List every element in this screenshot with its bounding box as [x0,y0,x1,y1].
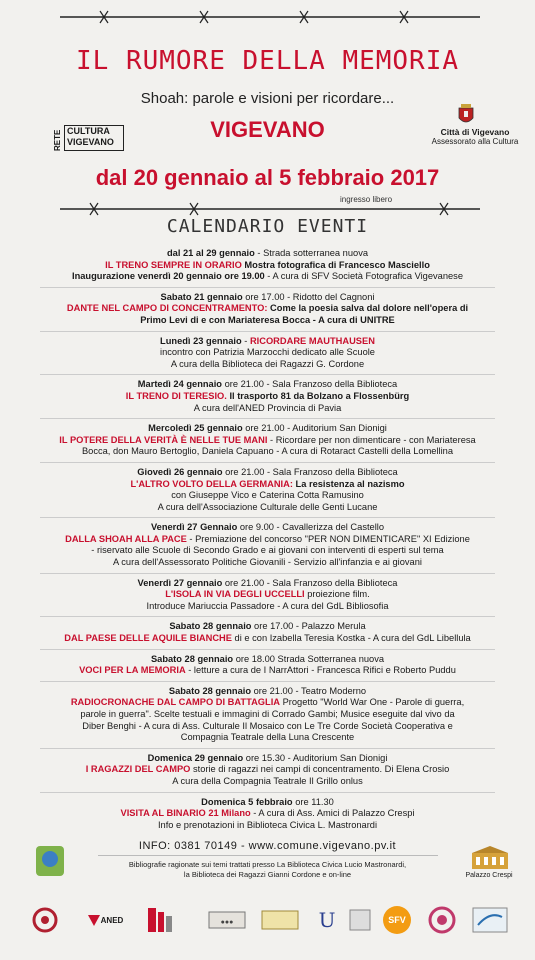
event-date: Venerdì 27 Gennaio [150,522,238,533]
event-desc: proiezione film. [304,589,370,600]
divider [40,649,495,650]
page-title: IL RUMORE DELLA MEMORIA [75,46,460,76]
divider [40,616,495,617]
event-desc-3: Diber Benghi - A cura di Ass. Culturale Il Mosaico con Le Tre Corde Società Cooperativa e [82,720,453,731]
event-item [30,379,505,414]
event-title: RICORDARE MAUTHAUSEN [249,335,375,346]
event-desc: - Premiazione del concorso "PER NON DIMENTICARE" XI Edizione [186,533,470,544]
event-date: Sabato 28 gennaio [150,653,234,664]
info-contact: INFO: 0381 70149 - www.comune.vigevano.pv.it [138,840,397,852]
event-desc: Mostra fotografica di Francesco Masciello [241,259,430,270]
event-venue: ore 17.00 - Palazzo Merula [251,621,366,632]
event-title: IL TRENO SEMPRE IN ORARIO [105,259,242,270]
palazzo-crespi-logo-icon [470,845,510,871]
event-venue: ore 21.00 - Auditorium San Dionigi [242,423,387,434]
event-desc: - Ricordare per non dimenticare - con Mariateresa [267,434,476,445]
event-desc: Come la poesia salva dal dolore nell'opera di [267,303,469,314]
event-venue: ore 21.00 - Teatro Moderno [251,685,367,696]
event-organizer: Info e prenotazioni in Biblioteca Civica L. Mastronardi [157,819,378,830]
biblio-line1: Bibliografie ragionate sui temi trattati presso La Biblioteca Civica Lucio Mastronardi, [128,860,407,869]
event-title: L'ALTRO VOLTO DELLA GERMANIA: [130,478,293,489]
unitre-label: U [318,908,336,932]
event-organizer: Primo Levi di e con Mariateresa Bocca - A cura di UNITRE [140,314,395,325]
event-dates: dal 20 gennaio al 5 febbraio 2017 [95,165,440,190]
event-desc: Progetto "World War One - Parole di guerra, [280,697,465,708]
event-title: IL TRENO DI TERESIO. [125,390,227,401]
divider [40,681,495,682]
page-subtitle: Shoah: parole e visioni per ricordare... [140,90,395,107]
event-date: dal 21 al 29 gennaio [166,248,255,258]
event-organizer: A cura dell'Assessorato Politiche Giovanili - Servizio all'infanzia e ai giovani [113,557,422,568]
event-organizer: - A cura di SFV Società Fotografica Vigevanese [264,271,463,282]
event-date: Domenica 29 gennaio [147,752,244,763]
event-date: Mercoledì 25 gennaio [148,423,243,434]
event-desc-2: parole in guerra". Scelte testuali e immagini di Corrado Gambi; Musice eseguite dal vivo da [80,709,455,719]
event-date: Sabato 28 gennaio [168,685,252,696]
event-organizer: Introduce Mariuccia Passadore - A cura del GdL Bibliosofia [146,600,389,611]
event-title: VISITA AL BINARIO 21 Milano [120,808,251,819]
event-item [30,654,505,677]
divider [40,287,495,288]
sponsor-logos [25,905,515,945]
event-item [30,292,505,327]
event-title: RADIOCRONACHE DAL CAMPO DI BATTAGLIA [70,697,280,708]
event-guests: con Giuseppe Vico e Caterina Cotta Ramusino [171,490,364,501]
aned-label: ANED [100,915,124,925]
rete-label: RETE [53,129,62,151]
city-logo-line2: Assessorato alla Cultura [431,137,519,146]
event-venue: ore 21.00 - Sala Franzoso della Biblioteca [222,379,398,390]
divider [40,331,495,332]
event-date: Venerdì 27 gennaio [137,577,223,588]
event-venue: ore 21.00 - Sala Franzoso della Biblioteca [222,466,398,477]
event-desc: storie di ragazzi nei campi di concentramento. Di Elena Crosio [190,764,450,775]
event-desc: di e con Izabella Teresia Kostka - A cura del GdL Libellula [231,633,471,644]
event-date: Sabato 21 gennaio [160,291,243,302]
event-title: VOCI PER LA MEMORIA [79,665,186,676]
event-organizer: Compagnia Teatrale della Luna Crescente [180,732,355,743]
rete-box-line2: VIGEVANO [67,137,114,147]
event-venue: ore 17.00 - Ridotto del Cagnoni [242,291,375,302]
event-desc-2: - riservato alle Scuole di Secondo Grado e ai giovani con interventi di esperti sul tema [91,545,444,556]
event-date: Sabato 28 gennaio [169,621,252,632]
event-organizer: A cura della Biblioteca dei Ragazzi G. Cordone [170,358,365,369]
event-desc: Il trasporto 81 da Bolzano a Flossenbürg [226,390,410,401]
event-venue: ore 15.30 - Auditorium San Dionigi [243,752,388,763]
rete-box-line1: CULTURA [67,126,110,136]
event-item [30,522,505,568]
event-title: L'ISOLA IN VIA DEGLI UCCELLI [165,589,305,600]
biblio-line2: la Biblioteca dei Ragazzi Gianni Cordone e on-line [183,870,352,879]
divider [40,462,495,463]
event-venue: ore 18.00 Strada Sotterranea nuova [233,653,385,664]
info-line [0,840,535,859]
event-venue: ore 9.00 - Cavallerizza del Castello [237,522,385,533]
fotomosaico-logo-icon [145,905,185,935]
event-venue: ore 11.30 [292,796,334,807]
bird-logo-icon [470,905,510,935]
sfv-label: SFV [388,915,406,925]
aned-logo [80,905,130,935]
divider [40,748,495,749]
city-heading: VIGEVANO [210,117,325,142]
city-logo-line1: Città di Vigevano [440,127,510,137]
event-desc: La resistenza al nazismo [292,478,405,489]
event-date: Giovedì 26 gennaio [137,466,223,477]
rotaract-logo-icon [425,905,459,935]
calendar-heading: CALENDARIO EVENTI [166,216,369,237]
event-inauguration: Inaugurazione venerdì 20 gennaio ore 19.00 [72,271,265,282]
event-item [30,753,505,788]
divider [40,573,495,574]
narrattori-logo-icon [260,905,300,935]
divider [98,855,438,856]
event-item [30,248,505,283]
event-desc: incontro con Patrizia Marzocchi dedicato alle Scuole [160,347,375,358]
event-organizer: A cura dell'ANED Provincia di Pavia [193,402,342,413]
divider [40,792,495,793]
event-item [30,423,505,458]
event-desc: - letture a cura de I NarrAttori - Francesca Rifici e Roberto Puddu [185,665,456,676]
barbed-wire-top [60,10,480,24]
bibliography-note [0,860,535,880]
barbed-wire-middle [60,202,480,216]
sfv-logo [380,905,414,935]
event-title: DAL PAESE DELLE AQUILE BIANCHE [64,633,232,644]
event-item [30,797,505,832]
events-list [30,248,505,831]
unitre-logo [310,905,344,935]
event-item [30,621,505,644]
free-entry-note: ingresso libero [340,195,393,204]
city-logo-label [430,128,520,146]
event-sep: - [241,335,250,346]
event-title: DANTE NEL CAMPO DI CONCENTRAMENTO: [66,303,268,314]
city-crest-icon [458,104,474,126]
club-logo-icon [205,905,249,935]
event-item [30,578,505,613]
event-title: DALLA SHOAH ALLA PACE [65,533,187,544]
divider [40,418,495,419]
event-venue: - Strada sotterranea nuova [254,248,369,258]
palazzo-crespi-label: Palazzo Crespi [465,872,513,879]
event-item [30,686,505,744]
divider [40,517,495,518]
event-item [30,336,505,371]
event-date: Martedì 24 gennaio [137,379,222,390]
svg-text:●●●: ●●● [220,919,234,926]
event-venue: ore 21.00 - Sala Franzoso della Biblioteca [222,577,398,588]
event-organizer: A cura dell'Associazione Culturale delle Genti Lucane [157,501,378,512]
event-organizer: A cura della Compagnia Teatrale Il Grillo onlus [172,775,363,786]
divider [40,374,495,375]
event-desc: - A cura di Ass. Amici di Palazzo Crespi [250,808,415,819]
event-date: Lunedì 23 gennaio [160,335,242,346]
event-date: Domenica 5 febbraio [201,796,293,807]
rotary-logo-icon [30,905,60,935]
event-title: I RAGAZZI DEL CAMPO [85,764,191,775]
event-title: IL POTERE DELLA VERITÀ È NELLE TUE MANI [59,434,268,445]
event-item [30,467,505,513]
event-organizer: Bocca, don Mauro Bertoglio, Daniela Capuano - A cura di Rotaract Castelli della Lomellina [81,446,454,457]
theatre-logo-icon [345,905,375,935]
